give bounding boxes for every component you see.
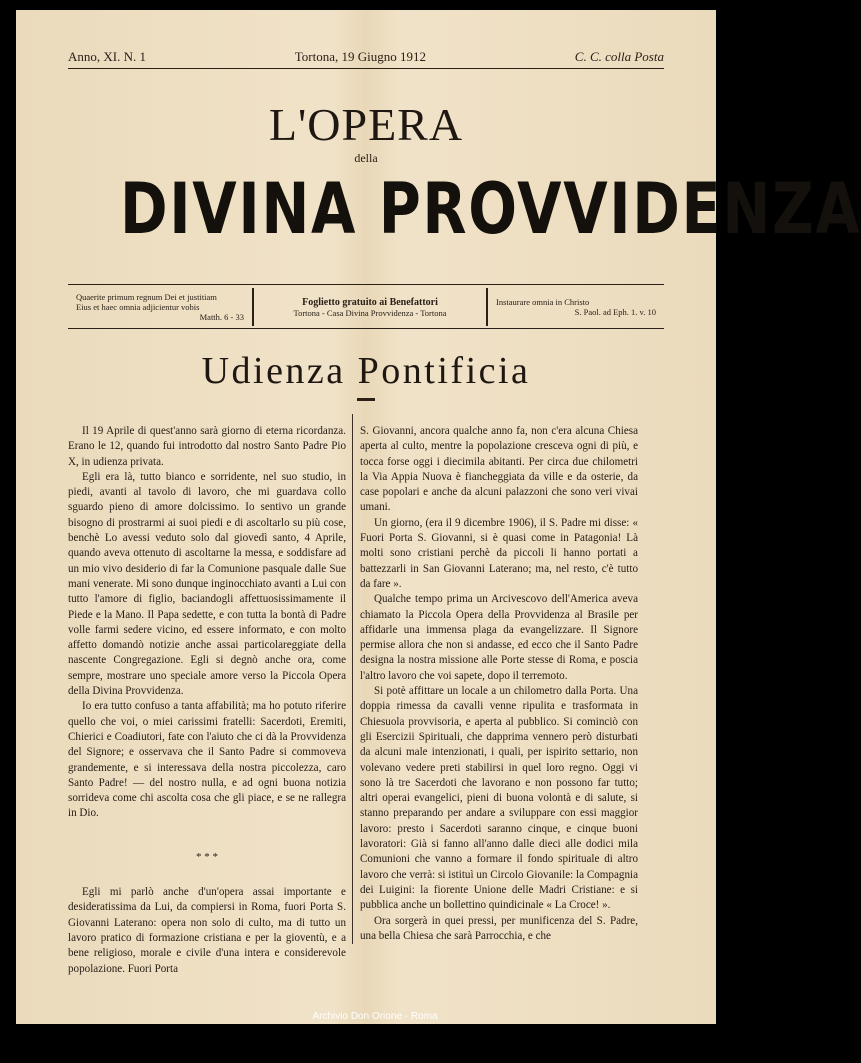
paragraph: Egli era là, tutto bianco e sorridente, nel suo studio, in piedi, avanti al tavolo di lavoro, che mi guardava collo sguardo pieno di amore dolcissimo. Io sentivo un grande bisogno di prostrarmi ai suoi piedi e di ascoltarlo su più cose, benchè Lo avessi veduto solo dal giovedì santo, 4 Aprile, quando aveva ottenuto di ascoltarne la messa, e soddisfare ad un mio vivo desiderio di far la Comunione pasquale dalle Sue mani venerate. Mi sono dunque inginocchiato avanti a Lui con tutto l'amore di figlio, baciandogli affettuosissimamente il Piede e la Mano. Il Papa sedette, e con tutta la bontà di Padre volle farmi sedere vicino, ed essere informato, e con molto affetto domandò notizie anche assai particolareggiate della nascente Congregazione. Egli si degnò anche ora, come sempre, mostrare uno speciale amore verso la Piccola Opera della Divina Provvidenza. <box>68 470 346 698</box>
paragraph: Io era tutto confuso a tanta affabilità; ma ho potuto riferire quello che voi, o miei carissimi fratelli: Sacerdoti, Eremiti, Chierici e Coadiutori, fate con l'aiuto che ci dà la Provvidenza del Signore; e osservava che il Santo Padre si commoveva grandemente, e si interessava della nostra piccolezza, caro Santo Padre! — del nostro nulla, e ad ogni buona notizia sorrideva come chi ascolta cosa che gli piace, e se ne rallegra in Dio. <box>68 700 346 820</box>
paragraph: Egli mi parlò anche d'un'opera assai importante e desideratissima da Lui, da compiersi in Roma, fuori Porta S. Giovanni Laterano: opera non solo di culto, ma di tutto un lavoro pratico di formazione cristiana e per la gioventù, e a bene religioso, morale e civile d'una intera e considerevole popolazione. Fuori Porta <box>68 886 346 975</box>
infobar-center: Foglietto gratuito ai Benefattori Tortona - Casa Divina Provvidenza - Tortona <box>254 288 488 326</box>
issue-date: Tortona, 19 Giugno 1912 <box>294 49 427 64</box>
paragraph: Si potè affittare un locale a un chilometro dalla Porta. Una doppia rimessa da cavalli venne ripulita e trasformata in Chiesuola provvisoria, e aperta al pubblico. Si cominciò con gli Esercizii Spirituali, che dapprima vennero però disturbati da alcuni male intenzionati, i quali, per ispirito settario, non volevano vedere preti stabilirsi in quel loro regno. Oggi vi sono là tre Sacerdoti che lavorano e non possono far tutto; altri operai evangelici, pieni di buona volontà e di salute, si stanno preparando per andare a sviluppare con essi maggior lavoro: presto i Sacerdoti saranno cinque, e cinque buoni lavoratori: Già si fanno all'anno dalle dieci alle dodici mila Comunioni che vanno a formare il fondo spirituale di altro lavoro che verrà: si istituì un Circolo Giovanile: la Compagnia dei Luigini: la fiorente Unione delle Madri Cristiane: e si pubblica anche un bollettino quindicinale « La Croce! ». <box>360 685 638 912</box>
issue-number: Anno, XI. N. 1 <box>68 49 146 64</box>
newspaper-title: DIVINA PROVVIDENZA <box>120 168 861 250</box>
paragraph: Un giorno, (era il 9 dicembre 1906), il S. Padre mi disse: « Fuori Porta S. Giovanni, si è quasi come in Patagonia! Là molti sono cristiani perchè da piccoli li hanno portati a battezzarli in San Giovanni Laterano; ma, nel resto, c'è tutto da fare ». <box>360 516 638 590</box>
infobar-motto-left: Quaerite primum regnum Dei et justitiam Eius et haec omnia adjicientur vobis Matth. 6 - 33 <box>68 288 254 326</box>
infobar-motto-right: Instaurare omnia in Christo S. Paol. ad Eph. 1. v. 10 <box>496 297 656 317</box>
postage-note: C. C. colla Posta <box>574 49 664 64</box>
newspaper-page <box>16 10 861 1024</box>
paragraph: Il 19 Aprile di quest'anno sarà giorno di eterna ricordanza. Erano le 12, quando fui introdotto dal nostro Santo Padre Pio X, in udienza privata. <box>68 425 346 468</box>
article-title: Udienza Pontificia <box>201 350 531 392</box>
paragraph: Qualche tempo prima un Arcivescovo dell'America aveva chiamato la Piccola Opera della Provvidenza al Brasile per affidarle una immensa plaga da evangelizzare. Il Signore permise allora che non si andasse, ed ecco che il Santo Padre designa la nostra missione alle Porte stesse di Roma, e poscia l'altro lavoro che voi sapete, dopo il terremoto. <box>360 593 638 682</box>
article-column-right <box>360 424 638 944</box>
top-rule <box>68 68 664 69</box>
section-separator: * * * <box>196 850 218 863</box>
infobar-bottom-rule <box>68 328 664 329</box>
title-della: della <box>354 151 378 165</box>
title-opera: L'OPERA <box>268 99 464 150</box>
masthead-top-line <box>68 49 664 65</box>
article-column-left <box>68 424 346 977</box>
paragraph: Ora sorgerà in quei pressi, per munificenza del S. Padre, una bella Chiesa che sarà Parrocchia, e che <box>360 914 638 942</box>
paragraph: S. Giovanni, ancora qualche anno fa, non c'era alcuna Chiesa aperta al culto, mentre la popolazione cresceva ogni di più, e tocca forse oggi i diecimila abitanti. Per circa due chilometri la Via Appia Nuova è fiancheggiata da ville e da osterie, da case popolari e anche da alcuni palazzoni che sono veri vivai umani. <box>360 425 638 514</box>
archive-caption: Archivio Don Orione - Roma <box>312 1011 438 1022</box>
infobar <box>68 288 664 326</box>
infobar-top-rule <box>68 284 664 285</box>
column-divider <box>352 414 353 944</box>
title-ornament <box>357 398 375 401</box>
